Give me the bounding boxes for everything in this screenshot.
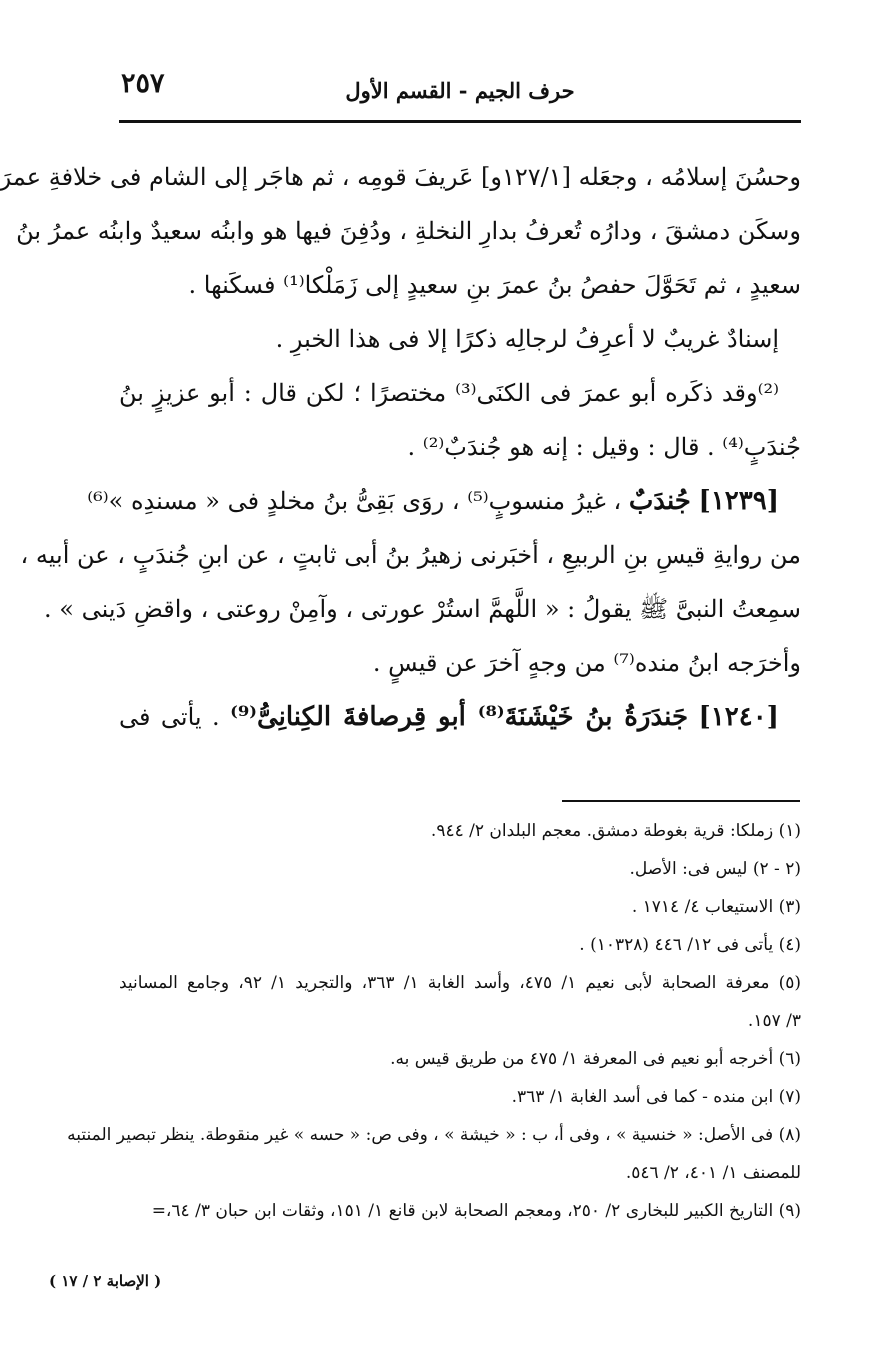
footnote: (٨) فى الأصل: « خنسية » ، وفى أ، ب : « خيشة » ، وفى ص: « حسه » غير منقوطة. ينظر تبصير المنتبه	[67, 1125, 801, 1145]
entry-number: [١٢٤٠]	[698, 702, 779, 732]
entry-name: جَندَرَةُ بنُ خَيْشَنَةَ⁽⁸⁾ أبو قِرصافةَ الكِنانِىُّ⁽⁹⁾	[230, 702, 689, 732]
footnote: (٤) يأتى فى ١٢/ ٤٤٦ (١٠٣٢٨) .	[579, 935, 801, 955]
text-line: سعيدٍ ، ثم تَحَوَّلَ حفصُ بنُ عمرَ بنِ سعيدٍ إلى زَمَلْكا⁽¹⁾ فسكَنها .	[188, 271, 801, 299]
entry-text: . يأتى فى	[119, 703, 220, 731]
text-line: من روايةِ قيسِ بنِ الربيعِ ، أخبَرنى زهيرُ بنُ أبى ثابتٍ ، عن ابنِ جُندَبٍ ، عن أبيه ،	[20, 541, 801, 569]
footnote-continuation: ٣/ ١٥٧.	[747, 1011, 801, 1031]
signature-mark: ( الإصابة ٢ / ١٧ )	[49, 1272, 162, 1290]
footnote: (١) زملكا: قرية بغوطة دمشق. معجم البلدان ٢/ ٩٤٤.	[430, 821, 801, 841]
text-line: سمِعتُ النبىَّ ﷺ يقولُ : « اللَّهمَّ استُرْ عورتى ، وآمِنْ روعتى ، واقضِ دَينى » .	[44, 595, 801, 623]
footnote: (٦) أخرجه أبو نعيم فى المعرفة ١/ ٤٧٥ من طريق قيس به.	[390, 1049, 801, 1069]
footnote-continuation: للمصنف ١/ ٤٠١، ٢/ ٥٤٦.	[625, 1163, 801, 1183]
footnote-separator	[562, 800, 800, 802]
page-header	[119, 68, 801, 112]
entry-name: جُندَبٌ	[628, 486, 691, 516]
footnote: (٥) معرفة الصحابة لأبى نعيم ١/ ٤٧٥، وأسد الغابة ١/ ٣٦٣، والتجريد ١/ ٩٢، وجامع المسانيد	[119, 973, 802, 993]
text-line: وسكَن دمشقَ ، ودارُه تُعرفُ بدارِ النخلةِ ، ودُفِنَ فيها هو وابنُه سعيدٌ وابنُه عمرُ بنُ	[16, 217, 801, 245]
text-line: إسنادٌ غريبٌ لا أعرِفُ لرجالِه ذكرًا إلا فى هذا الخبرِ .	[275, 325, 779, 353]
entry-1240	[119, 690, 801, 744]
entry-1239	[87, 474, 801, 528]
text-line: ⁽²⁾وقد ذكَره أبو عمرَ فى الكنَى⁽³⁾ مختصرًا ؛ لكن قال : أبو عزيزٍ بنُ	[119, 379, 779, 407]
text-line: وحسُنَ إسلامُه ، وجعَله [١٢٧/١و] عَريفَ قومِه ، ثم هاجَر إلى الشام فى خلافةِ عمرَ	[0, 163, 801, 191]
page-number: ٢٥٧	[121, 68, 165, 99]
footnotes	[67, 812, 802, 1230]
entry-number: [١٢٣٩]	[698, 486, 779, 516]
footnote: (٢ - ٢) ليس فى: الأصل.	[629, 859, 801, 879]
footnote: (٧) ابن منده - كما فى أسد الغابة ١/ ٣٦٣.	[511, 1087, 801, 1107]
entry-text: ، غيرُ منسوبٍ⁽⁵⁾ ، روَى بَقِىُّ بنُ مخلدٍ فى « مسندِه »⁽⁶⁾	[87, 487, 622, 515]
footnote: (٩) التاريخ الكبير للبخارى ٢/ ٢٥٠، ومعجم الصحابة لابن قانع ١/ ١٥١، وثقات ابن حبان ٣/ ٦٤،=	[151, 1201, 801, 1221]
running-title: حرف الجيم - القسم الأول	[345, 78, 575, 103]
footnote: (٣) الاستيعاب ٤/ ١٧١٤ .	[631, 897, 801, 917]
text-line: جُندَبٍ⁽⁴⁾ . قال : وقيل : إنه هو جُندَبٌ⁽²⁾ .	[407, 433, 801, 461]
header-rule	[119, 120, 801, 123]
main-text	[0, 150, 801, 744]
text-line: وأخرَجه ابنُ منده⁽⁷⁾ من وجهٍ آخرَ عن قيسٍ .	[372, 649, 801, 677]
